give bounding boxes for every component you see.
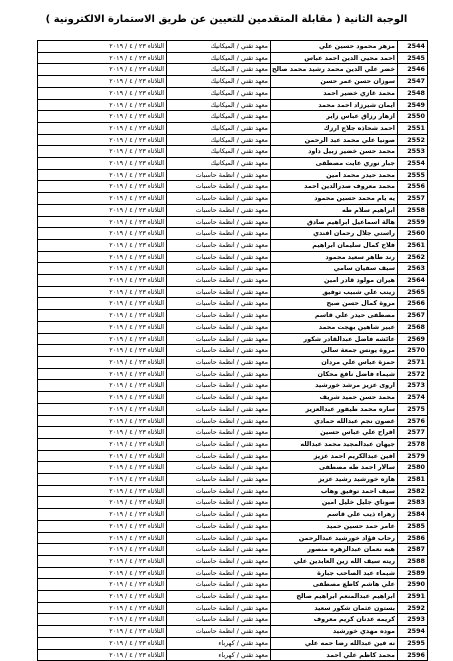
institute-cell: معهد تقني / انظمة حاسبات bbox=[167, 555, 271, 567]
table-row bbox=[38, 450, 428, 462]
candidate-name-cell: صونيا علي محمد عبد الرحمن bbox=[271, 134, 398, 146]
table-row bbox=[38, 76, 428, 88]
table-row bbox=[38, 403, 428, 415]
table-row bbox=[38, 579, 428, 591]
institute-cell: معهد تقني / انظمة حاسبات bbox=[167, 474, 271, 486]
table-row bbox=[38, 158, 428, 170]
interview-date-cell: الثلاثاء ٢٣ / ٤ / ٢٠١٩ bbox=[38, 544, 167, 556]
institute-cell: معهد تقني / انظمة حاسبات bbox=[167, 321, 271, 333]
table-row bbox=[38, 181, 428, 193]
row-number-cell: 2565 bbox=[398, 286, 428, 298]
row-number-cell: 2593 bbox=[398, 614, 428, 626]
row-number-cell: 2581 bbox=[398, 474, 428, 486]
table-row bbox=[38, 146, 428, 158]
candidates-table bbox=[37, 40, 428, 661]
row-number-cell: 2558 bbox=[398, 204, 428, 216]
candidate-name-cell: ابراهيم عبدالمنعم ابراهيم صالح bbox=[271, 591, 398, 603]
row-number-cell: 2592 bbox=[398, 602, 428, 614]
institute-cell: معهد تقني / انظمة حاسبات bbox=[167, 392, 271, 404]
row-number-cell: 2545 bbox=[398, 52, 428, 64]
interview-date-cell: الثلاثاء ٢٣ / ٤ / ٢٠١٩ bbox=[38, 392, 167, 404]
interview-date-cell: الثلاثاء ٢٣ / ٤ / ٢٠١٩ bbox=[38, 509, 167, 521]
institute-cell: معهد تقني / انظمة حاسبات bbox=[167, 193, 271, 205]
candidate-name-cell: محمد حسن خضير زبيل داود bbox=[271, 146, 398, 158]
row-number-cell: 2577 bbox=[398, 427, 428, 439]
candidate-name-cell: محمد حيدر محمد امين bbox=[271, 169, 398, 181]
institute-cell: معهد تقني / انظمة حاسبات bbox=[167, 415, 271, 427]
institute-cell: معهد تقني / انظمة حاسبات bbox=[167, 614, 271, 626]
row-number-cell: 2553 bbox=[398, 146, 428, 158]
table-row bbox=[38, 64, 428, 76]
candidates-table-body bbox=[38, 41, 428, 661]
table-row bbox=[38, 41, 428, 53]
institute-cell: معهد تقني / انظمة حاسبات bbox=[167, 380, 271, 392]
interview-date-cell: الثلاثاء ٢٣ / ٤ / ٢٠١٩ bbox=[38, 134, 167, 146]
table-row bbox=[38, 228, 428, 240]
table-row bbox=[38, 485, 428, 497]
candidate-name-cell: محمد غازي خضير احمد bbox=[271, 87, 398, 99]
table-row bbox=[38, 216, 428, 228]
table-row bbox=[38, 263, 428, 275]
row-number-cell: 2561 bbox=[398, 239, 428, 251]
table-row bbox=[38, 626, 428, 638]
row-number-cell: 2578 bbox=[398, 438, 428, 450]
table-row bbox=[38, 310, 428, 322]
candidate-name-cell: حمزة عباس علي مردان bbox=[271, 356, 398, 368]
interview-date-cell: الثلاثاء ٢٣ / ٤ / ٢٠١٩ bbox=[38, 356, 167, 368]
interview-date-cell: الثلاثاء ٢٣ / ٤ / ٢٠١٩ bbox=[38, 251, 167, 263]
candidate-name-cell: مصطفى حيدر علي قاسم bbox=[271, 310, 398, 322]
row-number-cell: 2584 bbox=[398, 509, 428, 521]
candidate-name-cell: عبير شاهين بهجت محمد bbox=[271, 321, 398, 333]
interview-date-cell: الثلاثاء ٢٣ / ٤ / ٢٠١٩ bbox=[38, 532, 167, 544]
table-row bbox=[38, 87, 428, 99]
row-number-cell: 2559 bbox=[398, 216, 428, 228]
interview-date-cell: الثلاثاء ٢٣ / ٤ / ٢٠١٩ bbox=[38, 64, 167, 76]
interview-date-cell: الثلاثاء ٢٣ / ٤ / ٢٠١٩ bbox=[38, 345, 167, 357]
candidate-name-cell: غصون نجم عبدالله حمادي bbox=[271, 415, 398, 427]
table-row bbox=[38, 392, 428, 404]
interview-date-cell: الثلاثاء ٢٣ / ٤ / ٢٠١٩ bbox=[38, 438, 167, 450]
institute-cell: معهد تقني / انظمة حاسبات bbox=[167, 450, 271, 462]
interview-date-cell: الثلاثاء ٢٣ / ٤ / ٢٠١٩ bbox=[38, 602, 167, 614]
row-number-cell: 2574 bbox=[398, 392, 428, 404]
candidate-name-cell: احمد محيي الدين احمد عباس bbox=[271, 52, 398, 64]
row-number-cell: 2582 bbox=[398, 485, 428, 497]
table-row bbox=[38, 345, 428, 357]
table-row bbox=[38, 380, 428, 392]
institute-cell: معهد تقني / الميكانيك bbox=[167, 41, 271, 53]
candidate-name-cell: مزهر محمود حسين علي bbox=[271, 41, 398, 53]
interview-date-cell: الثلاثاء ٢٣ / ٤ / ٢٠١٩ bbox=[38, 275, 167, 287]
candidate-name-cell: محمد كاظم علي احمد bbox=[271, 649, 398, 661]
institute-cell: معهد تقني / انظمة حاسبات bbox=[167, 345, 271, 357]
institute-cell: معهد تقني / الميكانيك bbox=[167, 111, 271, 123]
interview-date-cell: الثلاثاء ٢٣ / ٤ / ٢٠١٩ bbox=[38, 380, 167, 392]
row-number-cell: 2585 bbox=[398, 520, 428, 532]
table-row bbox=[38, 356, 428, 368]
candidate-name-cell: علي هاشم كاطع مصطفى bbox=[271, 579, 398, 591]
table-row bbox=[38, 99, 428, 111]
institute-cell: معهد تقني / الميكانيك bbox=[167, 64, 271, 76]
row-number-cell: 2564 bbox=[398, 275, 428, 287]
interview-date-cell: الثلاثاء ٢٣ / ٤ / ٢٠١٩ bbox=[38, 637, 167, 649]
interview-date-cell: الثلاثاء ٢٣ / ٤ / ٢٠١٩ bbox=[38, 403, 167, 415]
row-number-cell: 2576 bbox=[398, 415, 428, 427]
interview-date-cell: الثلاثاء ٢٣ / ٤ / ٢٠١٩ bbox=[38, 41, 167, 53]
table-row bbox=[38, 251, 428, 263]
interview-date-cell: الثلاثاء ٢٣ / ٤ / ٢٠١٩ bbox=[38, 368, 167, 380]
candidate-name-cell: فلاح كمال سليمان ابراهيم bbox=[271, 239, 398, 251]
candidate-name-cell: مروة يونس جمعة سالي bbox=[271, 345, 398, 357]
row-number-cell: 2583 bbox=[398, 497, 428, 509]
institute-cell: معهد تقني / الميكانيك bbox=[167, 76, 271, 88]
table-row bbox=[38, 555, 428, 567]
row-number-cell: 2560 bbox=[398, 228, 428, 240]
institute-cell: معهد تقني / انظمة حاسبات bbox=[167, 298, 271, 310]
row-number-cell: 2587 bbox=[398, 544, 428, 556]
institute-cell: معهد تقني / انظمة حاسبات bbox=[167, 520, 271, 532]
interview-date-cell: الثلاثاء ٢٣ / ٤ / ٢٠١٩ bbox=[38, 99, 167, 111]
interview-date-cell: الثلاثاء ٢٣ / ٤ / ٢٠١٩ bbox=[38, 298, 167, 310]
row-number-cell: 2572 bbox=[398, 368, 428, 380]
row-number-cell: 2579 bbox=[398, 450, 428, 462]
row-number-cell: 2546 bbox=[398, 64, 428, 76]
candidate-name-cell: ساره محمد طيفور عبدالعزيز bbox=[271, 403, 398, 415]
row-number-cell: 2575 bbox=[398, 403, 428, 415]
candidate-name-cell: هيران مولود قادر امين bbox=[271, 275, 398, 287]
institute-cell: معهد تقني / انظمة حاسبات bbox=[167, 438, 271, 450]
row-number-cell: 2568 bbox=[398, 321, 428, 333]
interview-date-cell: الثلاثاء ٢٣ / ٤ / ٢٠١٩ bbox=[38, 146, 167, 158]
interview-date-cell: الثلاثاء ٢٣ / ٤ / ٢٠١٩ bbox=[38, 497, 167, 509]
candidate-name-cell: هازه خورشيد رشيد عزيز bbox=[271, 474, 398, 486]
row-number-cell: 2590 bbox=[398, 579, 428, 591]
candidate-name-cell: عائشه فاضل عبدالقادر شكور bbox=[271, 333, 398, 345]
candidate-name-cell: يه يام محمد حسين محمود bbox=[271, 193, 398, 205]
interview-date-cell: الثلاثاء ٢٣ / ٤ / ٢٠١٩ bbox=[38, 52, 167, 64]
row-number-cell: 2588 bbox=[398, 555, 428, 567]
table-row bbox=[38, 275, 428, 287]
interview-date-cell: الثلاثاء ٢٣ / ٤ / ٢٠١٩ bbox=[38, 76, 167, 88]
table-row bbox=[38, 204, 428, 216]
institute-cell: معهد تقني / انظمة حاسبات bbox=[167, 368, 271, 380]
interview-date-cell: الثلاثاء ٢٣ / ٤ / ٢٠١٩ bbox=[38, 122, 167, 134]
candidate-name-cell: صوناي جليل خليل امين bbox=[271, 497, 398, 509]
institute-cell: معهد تقني / الميكانيك bbox=[167, 134, 271, 146]
candidate-name-cell: مروة كمال حسن صبح bbox=[271, 298, 398, 310]
table-row bbox=[38, 509, 428, 521]
candidate-name-cell: ابراهيم سلام طه bbox=[271, 204, 398, 216]
interview-date-cell: الثلاثاء ٢٣ / ٤ / ٢٠١٩ bbox=[38, 591, 167, 603]
table-row bbox=[38, 520, 428, 532]
institute-cell: معهد تقني / انظمة حاسبات bbox=[167, 204, 271, 216]
table-row bbox=[38, 122, 428, 134]
institute-cell: معهد تقني / انظمة حاسبات bbox=[167, 356, 271, 368]
candidate-name-cell: ريته سيف الله زين العابدين علي bbox=[271, 555, 398, 567]
interview-date-cell: الثلاثاء ٢٣ / ٤ / ٢٠١٩ bbox=[38, 649, 167, 661]
row-number-cell: 2591 bbox=[398, 591, 428, 603]
interview-date-cell: الثلاثاء ٢٣ / ٤ / ٢٠١٩ bbox=[38, 87, 167, 99]
row-number-cell: 2556 bbox=[398, 181, 428, 193]
interview-date-cell: الثلاثاء ٢٣ / ٤ / ٢٠١٩ bbox=[38, 450, 167, 462]
table-row bbox=[38, 239, 428, 251]
interview-date-cell: الثلاثاء ٢٣ / ٤ / ٢٠١٩ bbox=[38, 286, 167, 298]
row-number-cell: 2594 bbox=[398, 626, 428, 638]
row-number-cell: 2589 bbox=[398, 567, 428, 579]
row-number-cell: 2552 bbox=[398, 134, 428, 146]
institute-cell: معهد تقني / انظمة حاسبات bbox=[167, 485, 271, 497]
candidate-name-cell: شيماء فاضل نافع محكان bbox=[271, 368, 398, 380]
row-number-cell: 2596 bbox=[398, 649, 428, 661]
interview-date-cell: الثلاثاء ٢٣ / ٤ / ٢٠١٩ bbox=[38, 626, 167, 638]
candidate-name-cell: زهراء ذيب علي قاسم bbox=[271, 509, 398, 521]
row-number-cell: 2567 bbox=[398, 310, 428, 322]
candidate-name-cell: محمد معروف صدرالدين احمد bbox=[271, 181, 398, 193]
interview-date-cell: الثلاثاء ٢٣ / ٤ / ٢٠١٩ bbox=[38, 228, 167, 240]
institute-cell: معهد تقني / انظمة حاسبات bbox=[167, 169, 271, 181]
table-row bbox=[38, 427, 428, 439]
table-row bbox=[38, 368, 428, 380]
row-number-cell: 2549 bbox=[398, 99, 428, 111]
interview-date-cell: الثلاثاء ٢٣ / ٤ / ٢٠١٩ bbox=[38, 263, 167, 275]
institute-cell: معهد تقني / الميكانيك bbox=[167, 146, 271, 158]
table-row bbox=[38, 321, 428, 333]
interview-date-cell: الثلاثاء ٢٣ / ٤ / ٢٠١٩ bbox=[38, 169, 167, 181]
row-number-cell: 2569 bbox=[398, 333, 428, 345]
institute-cell: معهد تقني / انظمة حاسبات bbox=[167, 275, 271, 287]
interview-date-cell: الثلاثاء ٢٣ / ٤ / ٢٠١٩ bbox=[38, 239, 167, 251]
row-number-cell: 2557 bbox=[398, 193, 428, 205]
candidate-name-cell: محمد حسن حميد شريف bbox=[271, 392, 398, 404]
candidate-name-cell: افراح علي عباس حسين bbox=[271, 427, 398, 439]
row-number-cell: 2554 bbox=[398, 158, 428, 170]
row-number-cell: 2586 bbox=[398, 532, 428, 544]
table-row bbox=[38, 415, 428, 427]
institute-cell: معهد تقني / انظمة حاسبات bbox=[167, 403, 271, 415]
candidate-name-cell: ازهار رزاق عباس زاير bbox=[271, 111, 398, 123]
table-row bbox=[38, 497, 428, 509]
institute-cell: معهد تقني / انظمة حاسبات bbox=[167, 228, 271, 240]
institute-cell: معهد تقني / الميكانيك bbox=[167, 99, 271, 111]
interview-date-cell: الثلاثاء ٢٣ / ٤ / ٢٠١٩ bbox=[38, 614, 167, 626]
table-row bbox=[38, 614, 428, 626]
institute-cell: معهد تقني / انظمة حاسبات bbox=[167, 626, 271, 638]
row-number-cell: 2562 bbox=[398, 251, 428, 263]
row-number-cell: 2550 bbox=[398, 111, 428, 123]
candidate-name-cell: بستون عثمان شكور سعيد bbox=[271, 602, 398, 614]
interview-date-cell: الثلاثاء ٢٣ / ٤ / ٢٠١٩ bbox=[38, 567, 167, 579]
candidate-name-cell: احمد شحاذه جلاج ارزك bbox=[271, 122, 398, 134]
interview-date-cell: الثلاثاء ٢٣ / ٤ / ٢٠١٩ bbox=[38, 555, 167, 567]
institute-cell: معهد تقني / كهرباء bbox=[167, 649, 271, 661]
institute-cell: معهد تقني / الميكانيك bbox=[167, 87, 271, 99]
institute-cell: معهد تقني / كهرباء bbox=[167, 637, 271, 649]
candidate-name-cell: سيف سفيان سامي bbox=[271, 263, 398, 275]
institute-cell: معهد تقني / انظمة حاسبات bbox=[167, 567, 271, 579]
candidate-name-cell: رحاب فؤاد خورشيد عبدالرحمن bbox=[271, 532, 398, 544]
table-row bbox=[38, 438, 428, 450]
row-number-cell: 2595 bbox=[398, 637, 428, 649]
interview-date-cell: الثلاثاء ٢٣ / ٤ / ٢٠١٩ bbox=[38, 193, 167, 205]
institute-cell: معهد تقني / انظمة حاسبات bbox=[167, 497, 271, 509]
candidate-name-cell: خضر علي الدين محمد رشيد محمد صالح bbox=[271, 64, 398, 76]
institute-cell: معهد تقني / انظمة حاسبات bbox=[167, 286, 271, 298]
table-row bbox=[38, 532, 428, 544]
candidate-name-cell: جبار نوري عايت مصطفى bbox=[271, 158, 398, 170]
candidate-name-cell: سوزان حسن عمر حسن bbox=[271, 76, 398, 88]
institute-cell: معهد تقني / انظمة حاسبات bbox=[167, 532, 271, 544]
candidate-name-cell: راستي جلال رحمان افندي bbox=[271, 228, 398, 240]
table-row bbox=[38, 298, 428, 310]
candidate-name-cell: افين عبدالكريم احمد عزيز bbox=[271, 450, 398, 462]
row-number-cell: 2551 bbox=[398, 122, 428, 134]
interview-date-cell: الثلاثاء ٢٣ / ٤ / ٢٠١٩ bbox=[38, 181, 167, 193]
table-row bbox=[38, 544, 428, 556]
interview-date-cell: الثلاثاء ٢٣ / ٤ / ٢٠١٩ bbox=[38, 333, 167, 345]
table-row bbox=[38, 462, 428, 474]
institute-cell: معهد تقني / انظمة حاسبات bbox=[167, 602, 271, 614]
table-row bbox=[38, 52, 428, 64]
row-number-cell: 2570 bbox=[398, 345, 428, 357]
table-row bbox=[38, 169, 428, 181]
row-number-cell: 2571 bbox=[398, 356, 428, 368]
table-row bbox=[38, 591, 428, 603]
interview-date-cell: الثلاثاء ٢٣ / ٤ / ٢٠١٩ bbox=[38, 204, 167, 216]
table-row bbox=[38, 602, 428, 614]
institute-cell: معهد تقني / انظمة حاسبات bbox=[167, 181, 271, 193]
institute-cell: معهد تقني / انظمة حاسبات bbox=[167, 263, 271, 275]
institute-cell: معهد تقني / الميكانيك bbox=[167, 158, 271, 170]
interview-date-cell: الثلاثاء ٢٣ / ٤ / ٢٠١٩ bbox=[38, 158, 167, 170]
row-number-cell: 2548 bbox=[398, 87, 428, 99]
table-row bbox=[38, 134, 428, 146]
institute-cell: معهد تقني / انظمة حاسبات bbox=[167, 427, 271, 439]
institute-cell: معهد تقني / انظمة حاسبات bbox=[167, 216, 271, 228]
row-number-cell: 2547 bbox=[398, 76, 428, 88]
institute-cell: معهد تقني / انظمة حاسبات bbox=[167, 509, 271, 521]
row-number-cell: 2544 bbox=[398, 41, 428, 53]
institute-cell: معهد تقني / انظمة حاسبات bbox=[167, 333, 271, 345]
row-number-cell: 2563 bbox=[398, 263, 428, 275]
candidate-name-cell: سالار احمد طه مصطفى bbox=[271, 462, 398, 474]
interview-date-cell: الثلاثاء ٢٣ / ٤ / ٢٠١٩ bbox=[38, 520, 167, 532]
candidate-name-cell: زينب علي شبيب توفيق bbox=[271, 286, 398, 298]
interview-date-cell: الثلاثاء ٢٣ / ٤ / ٢٠١٩ bbox=[38, 321, 167, 333]
interview-date-cell: الثلاثاء ٢٣ / ٤ / ٢٠١٩ bbox=[38, 579, 167, 591]
page-title: الوجبة الثانية ( مقابلة المتقدمين للتعيين عن طريق الاستمارة الالكترونية ) bbox=[45, 14, 408, 25]
row-number-cell: 2573 bbox=[398, 380, 428, 392]
candidate-name-cell: شيماء عبد الصاحب جبارة bbox=[271, 567, 398, 579]
institute-cell: معهد تقني / انظمة حاسبات bbox=[167, 310, 271, 322]
institute-cell: معهد تقني / انظمة حاسبات bbox=[167, 591, 271, 603]
table-row bbox=[38, 474, 428, 486]
interview-date-cell: الثلاثاء ٢٣ / ٤ / ٢٠١٩ bbox=[38, 462, 167, 474]
institute-cell: معهد تقني / الميكانيك bbox=[167, 52, 271, 64]
candidate-name-cell: سيف احمد توفيق وهاب bbox=[271, 485, 398, 497]
institute-cell: معهد تقني / الميكانيك bbox=[167, 122, 271, 134]
candidate-name-cell: اروى عزيز مرشد خورشيد bbox=[271, 380, 398, 392]
institute-cell: معهد تقني / انظمة حاسبات bbox=[167, 462, 271, 474]
table-row bbox=[38, 193, 428, 205]
institute-cell: معهد تقني / انظمة حاسبات bbox=[167, 251, 271, 263]
interview-date-cell: الثلاثاء ٢٣ / ٤ / ٢٠١٩ bbox=[38, 485, 167, 497]
candidate-name-cell: عامر حمد حسين حميد bbox=[271, 520, 398, 532]
table-row bbox=[38, 111, 428, 123]
interview-date-cell: الثلاثاء ٢٣ / ٤ / ٢٠١٩ bbox=[38, 111, 167, 123]
table-row bbox=[38, 567, 428, 579]
interview-date-cell: الثلاثاء ٢٣ / ٤ / ٢٠١٩ bbox=[38, 427, 167, 439]
candidate-name-cell: هالة اسماعيل ابراهيم صادق bbox=[271, 216, 398, 228]
row-number-cell: 2555 bbox=[398, 169, 428, 181]
candidate-name-cell: نه فين عبدالله رضا حمه علي bbox=[271, 637, 398, 649]
table-row bbox=[38, 637, 428, 649]
interview-date-cell: الثلاثاء ٢٣ / ٤ / ٢٠١٩ bbox=[38, 415, 167, 427]
candidate-name-cell: جيهان عبدالمجيد محمد عبدالله bbox=[271, 438, 398, 450]
table-row bbox=[38, 333, 428, 345]
candidate-name-cell: موده مهدي خورشيد bbox=[271, 626, 398, 638]
table-row bbox=[38, 649, 428, 661]
institute-cell: معهد تقني / انظمة حاسبات bbox=[167, 544, 271, 556]
candidate-name-cell: ايمان شيرزاد احمد محمد bbox=[271, 99, 398, 111]
institute-cell: معهد تقني / انظمة حاسبات bbox=[167, 239, 271, 251]
table-row bbox=[38, 286, 428, 298]
interview-date-cell: الثلاثاء ٢٣ / ٤ / ٢٠١٩ bbox=[38, 216, 167, 228]
candidate-name-cell: رند طاهر سعيد محمود bbox=[271, 251, 398, 263]
candidate-name-cell: كريمه عدنان كريم معروف bbox=[271, 614, 398, 626]
interview-date-cell: الثلاثاء ٢٣ / ٤ / ٢٠١٩ bbox=[38, 310, 167, 322]
institute-cell: معهد تقني / انظمة حاسبات bbox=[167, 579, 271, 591]
interview-date-cell: الثلاثاء ٢٣ / ٤ / ٢٠١٩ bbox=[38, 474, 167, 486]
row-number-cell: 2566 bbox=[398, 298, 428, 310]
candidate-name-cell: هبه نعمان عبدالزهره منصور bbox=[271, 544, 398, 556]
row-number-cell: 2580 bbox=[398, 462, 428, 474]
